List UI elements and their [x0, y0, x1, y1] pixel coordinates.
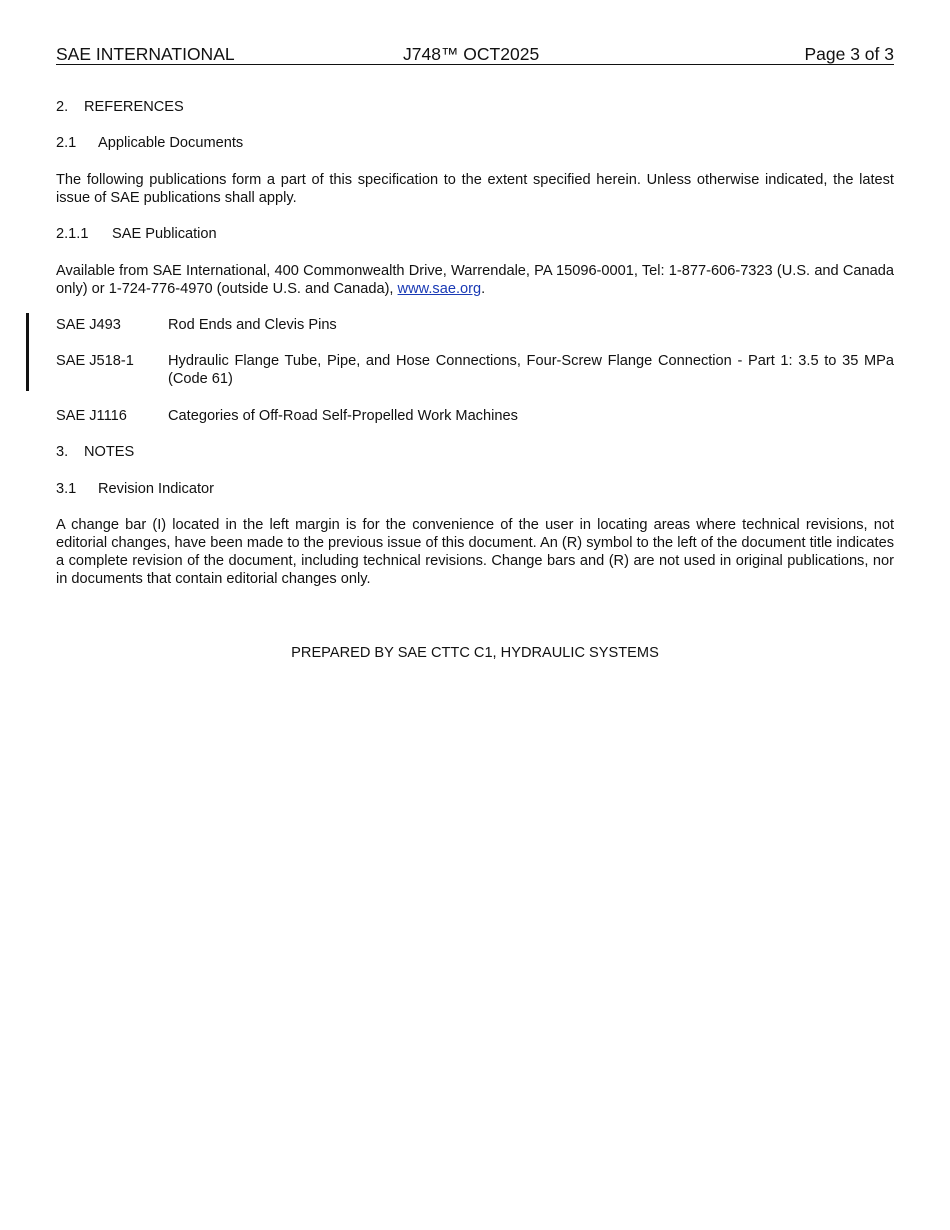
section-2-1-paragraph: The following publications form a part of this specification to the extent specified herein. Unless otherwise indicated, the latest issue of SAE publications shall apply. — [56, 172, 894, 206]
section-number: 2.1 — [56, 135, 77, 151]
section-2-heading — [56, 98, 894, 116]
section-3-1-heading — [56, 480, 894, 498]
reference-title: Hydraulic Flange Tube, Pipe, and Hose Connections, Four-Screw Flange Connection - Part 1: 3.5 to 35 MPa (Code 61) — [168, 353, 894, 387]
revision-indicator-paragraph: A change bar (I) located in the left margin is for the convenience of the user in locating areas where technical revisions, not editorial changes, have been made to the previous issue of this document. An (R) symbol to the left of the document title indicates a complete revision of the document, including technical revisions. Change bars and (R) are not used in original publications, nor in documents that contain editorial changes only. — [56, 517, 894, 587]
reference-title: Rod Ends and Clevis Pins — [168, 317, 337, 333]
section-number: 3. — [56, 444, 69, 460]
header-doc-id: J748™ OCT2025 — [403, 44, 540, 64]
section-title: Applicable Documents — [98, 135, 244, 151]
reference-title: Categories of Off-Road Self-Propelled Work Machines — [168, 408, 518, 424]
section-title: NOTES — [84, 444, 135, 460]
header-page-number: Page 3 of 3 — [804, 44, 894, 64]
availability-text-end: . — [481, 281, 486, 297]
section-number: 2.1.1 — [56, 226, 89, 242]
reference-code: SAE J493 — [56, 317, 121, 333]
availability-text: Available from SAE International, 400 Commonwealth Drive, Warrendale, PA 15096-0001, Tel: 1-877-606-7323 (U.S. and Canada only) or 1-724-776-4970 (outside U.S. and Canada), — [56, 263, 894, 297]
sae-availability-paragraph — [56, 262, 894, 298]
section-2-1-heading — [56, 134, 894, 152]
reference-code: SAE J518-1 — [56, 353, 134, 369]
sae-website-link[interactable]: www.sae.org — [397, 281, 482, 297]
reference-code: SAE J1116 — [56, 408, 127, 424]
section-number: 2. — [56, 99, 69, 115]
section-2-1-1-heading — [56, 225, 894, 243]
section-title: REFERENCES — [84, 99, 184, 115]
section-3-heading — [56, 443, 894, 461]
section-title: SAE Publication — [112, 226, 217, 242]
section-title: Revision Indicator — [98, 481, 214, 497]
page-header — [56, 44, 894, 65]
change-bar — [26, 313, 29, 391]
header-org: SAE INTERNATIONAL — [56, 44, 235, 64]
prepared-by: PREPARED BY SAE CTTC C1, HYDRAULIC SYSTEMS — [291, 645, 659, 661]
section-number: 3.1 — [56, 481, 77, 497]
